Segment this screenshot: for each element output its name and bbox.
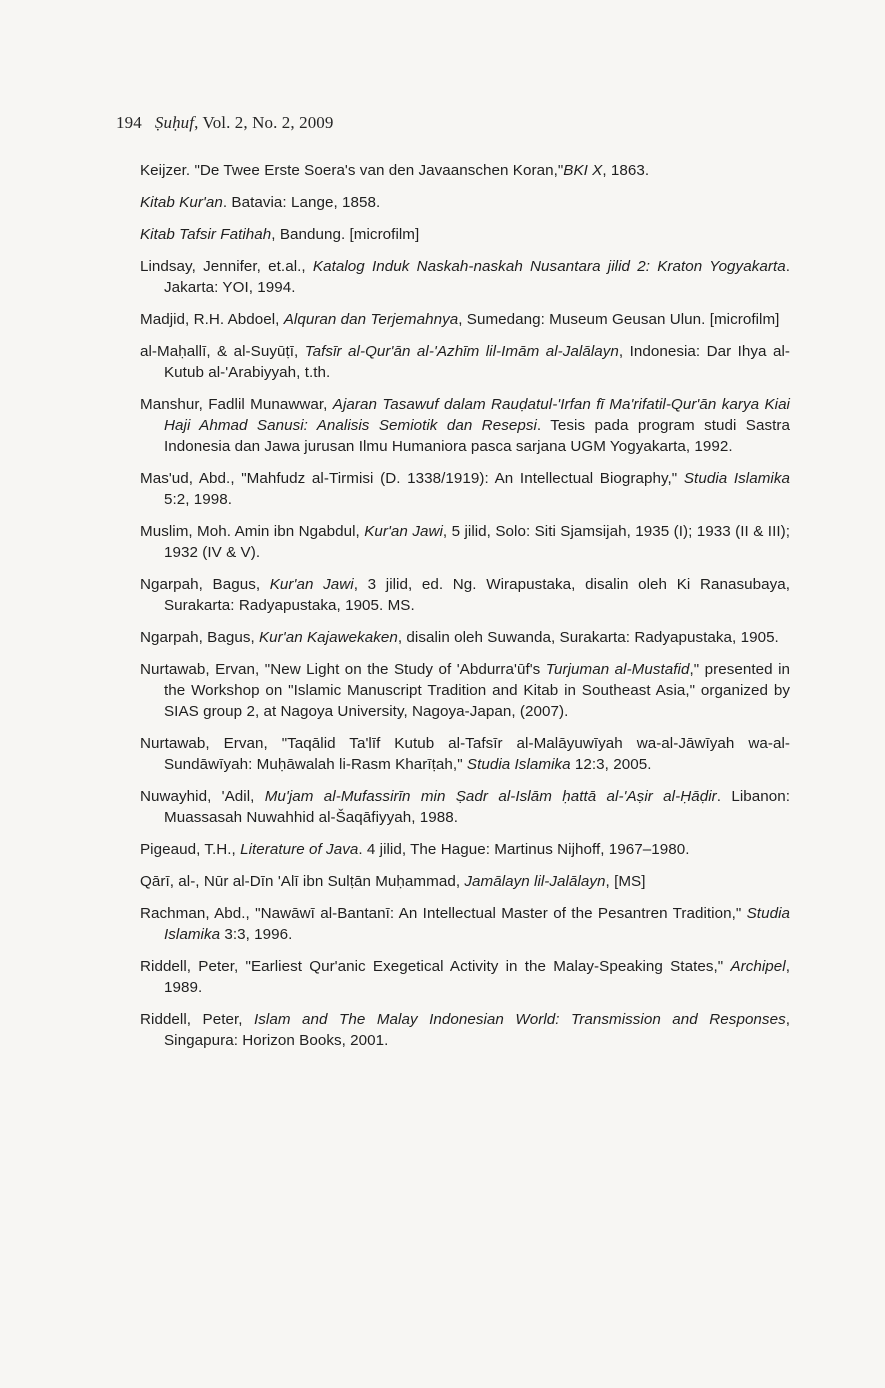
bibliography-entry (140, 394, 790, 457)
entry-author-text: Pigeaud, T.H., (140, 841, 241, 858)
bibliography-entry (140, 839, 790, 860)
bibliography-entry (140, 468, 790, 510)
entry-title: Kitab Kur'an (140, 194, 223, 211)
entry-author-text: Muslim, Moh. Amin ibn Ngabdul, (140, 523, 365, 540)
entry-author-text: Lindsay, Jennifer, et.al., (140, 258, 313, 275)
entry-publication-text: ," presented in the Workshop on "Islamic Manuscript Tradition and Kitab in Southeast Asia," organized by SIAS group 2, at Nagoya University, Nagoya-Japan, (2007). (164, 661, 791, 720)
bibliography-entry (140, 256, 790, 298)
bibliography-entry (140, 160, 790, 181)
bibliography-entry (140, 341, 790, 383)
entry-title: Ajaran Tasawuf dalam Rauḍatul-'Irfan fī Ma'rifatil-Qur'ān karya Kiai Haji Ahmad Sanusi: Analisis Semiotik dan Resepsi (164, 396, 790, 434)
entry-author-text: Keijzer. "De Twee Erste Soera's van den Javaanschen Koran," (140, 162, 564, 179)
running-head (116, 113, 334, 133)
entry-author-text: Nuwayhid, 'Adil, (140, 788, 265, 805)
bibliography-entry (140, 871, 790, 892)
entry-title: Kitab Tafsir Fatihah (140, 226, 272, 243)
entry-author-text: Qārī, al-, Nūr al-Dīn 'Alī ibn Sulṭān Muḥammad, (140, 873, 465, 890)
entry-author-text: Madjid, R.H. Abdoel, (140, 311, 284, 328)
entry-title: Islam and The Malay Indonesian World: Transmission and Responses (254, 1011, 786, 1028)
entry-title: Mu'jam al-Mufassirīn min Ṣadr al-Islām ḥattā al-'Aṣir al-Ḥāḍir (264, 788, 717, 805)
entry-publication-text: , Singapura: Horizon Books, 2001. (164, 1011, 790, 1049)
entry-author-text: Nurtawab, Ervan, "New Light on the Study of 'Abdurra'ūf's (140, 661, 546, 678)
bibliography-entry (140, 903, 790, 945)
entry-publication-text: . Jakarta: YOI, 1994. (164, 258, 790, 296)
entry-publication-text: , 1989. (164, 958, 790, 996)
entry-publication-text: , Bandung. [microfilm] (271, 226, 420, 243)
entry-title: Studia Islamika (466, 756, 571, 773)
entry-publication-text: , Indonesia: Dar Ihya al-Kutub al-'Arabiyyah, t.th. (164, 343, 791, 381)
bibliography-entry (140, 786, 790, 828)
bibliography-list (140, 160, 790, 1062)
entry-author-text: Riddell, Peter, (140, 1011, 255, 1028)
entry-title: Studia Islamika (164, 905, 790, 943)
entry-publication-text: , Sumedang: Museum Geusan Ulun. [microfilm] (458, 311, 780, 328)
entry-title: Katalog Induk Naskah-naskah Nusantara jilid 2: Kraton Yogyakarta (312, 258, 786, 275)
bibliography-entry (140, 627, 790, 648)
journal-issue: , Vol. 2, No. 2, 2009 (194, 113, 334, 132)
entry-author-text: Mas'ud, Abd., "Mahfudz al-Tirmisi (D. 1338/1919): An Intellectual Biography," (140, 470, 684, 487)
bibliography-entry (140, 224, 790, 245)
entry-title: Turjuman al-Mustafid (545, 661, 690, 678)
entry-publication-text: , 1863. (602, 162, 650, 179)
journal-title: Ṣuḥuf (154, 113, 195, 132)
entry-title: BKI X (563, 162, 603, 179)
page-number: 194 (116, 113, 142, 132)
entry-title: Alquran dan Terjemahnya (283, 311, 459, 328)
entry-title: Kur'an Jawi (364, 523, 443, 540)
entry-title: Tafsīr al-Qur'ān al-'Azhīm lil-Imām al-Jalālayn (304, 343, 619, 360)
entry-author-text: Nurtawab, Ervan, "Taqālid Ta'līf Kutub al-Tafsīr al-Malāyuwīyah wa-al-Jāwīyah wa-al-Sundāwīyah: Muḥāwalah li-Rasm Kharīṭah," (140, 735, 790, 773)
entry-publication-text: 3:3, 1996. (220, 926, 293, 943)
bibliography-entry (140, 574, 790, 616)
entry-title: Kur'an Jawi (269, 576, 354, 593)
entry-author-text: Riddell, Peter, "Earliest Qur'anic Exegetical Activity in the Malay-Speaking States," (140, 958, 731, 975)
entry-publication-text: . 4 jilid, The Hague: Martinus Nijhoff, 1967–1980. (358, 841, 690, 858)
bibliography-entry (140, 733, 790, 775)
bibliography-entry (140, 309, 790, 330)
entry-publication-text: , 5 jilid, Solo: Siti Sjamsijah, 1935 (I); 1933 (II & III); 1932 (IV & V). (164, 523, 790, 561)
entry-title: Literature of Java (240, 841, 359, 858)
bibliography-entry (140, 659, 790, 722)
entry-publication-text: , [MS] (605, 873, 646, 890)
entry-publication-text: 12:3, 2005. (570, 756, 652, 773)
bibliography-entry (140, 521, 790, 563)
entry-author-text: Ngarpah, Bagus, (140, 629, 259, 646)
bibliography-entry (140, 956, 790, 998)
entry-publication-text: , 3 jilid, ed. Ng. Wirapustaka, disalin oleh Ki Ranasubaya, Surakarta: Radyapustaka, 1905. MS. (164, 576, 790, 614)
entry-author-text: Rachman, Abd., "Nawāwī al-Bantanī: An Intellectual Master of the Pesantren Tradition," (140, 905, 747, 922)
bibliography-entry (140, 192, 790, 213)
entry-publication-text: 5:2, 1998. (164, 491, 233, 508)
entry-author-text: al-Maḥallī, & al-Suyūṭī, (140, 343, 305, 360)
entry-title: Studia Islamika (683, 470, 790, 487)
entry-publication-text: . Batavia: Lange, 1858. (222, 194, 381, 211)
entry-title: Archipel (730, 958, 786, 975)
bibliography-entry (140, 1009, 790, 1051)
entry-author-text: Manshur, Fadlil Munawwar, (140, 396, 333, 413)
entry-publication-text: , disalin oleh Suwanda, Surakarta: Radyapustaka, 1905. (397, 629, 779, 646)
entry-publication-text: . Libanon: Muassasah Nuwahhid al-Šaqāfiyyah, 1988. (164, 788, 790, 826)
entry-publication-text: . Tesis pada program studi Sastra Indonesia dan Jawa jurusan Ilmu Humaniora pasca sarjana UGM Yogyakarta, 1992. (164, 417, 791, 455)
entry-title: Kur'an Kajawekaken (259, 629, 398, 646)
entry-author-text: Ngarpah, Bagus, (140, 576, 270, 593)
entry-title: Jamālayn lil-Jalālayn (464, 873, 606, 890)
